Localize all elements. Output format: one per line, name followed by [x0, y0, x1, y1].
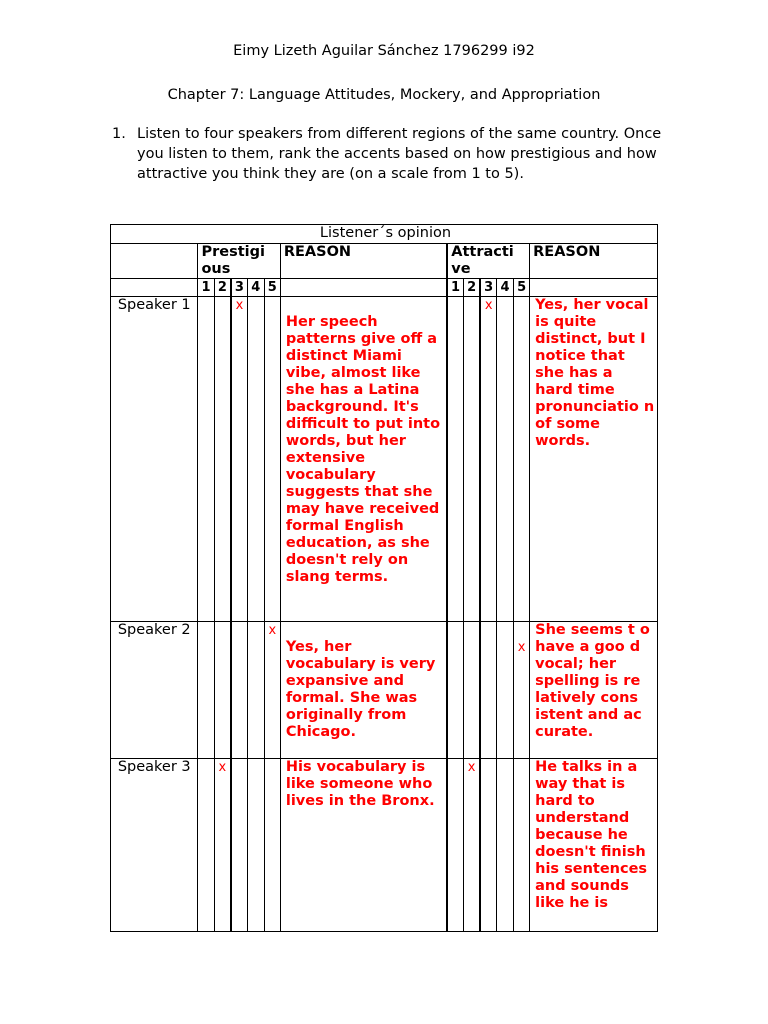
attractive-reason: She seems t o have a goo d vocal; her spelling is re latively cons istent and ac curate. — [530, 622, 658, 759]
prestige-cell-3 — [231, 759, 247, 932]
scale-reason-blank — [280, 279, 447, 297]
prestige-cell-2 — [214, 297, 231, 622]
prestige-cell-3 — [231, 622, 247, 759]
table-row-speaker-3 — [111, 759, 658, 932]
prestige-mark: x — [214, 759, 231, 932]
speaker-label: Speaker 3 — [111, 759, 198, 932]
scale-number: 1 — [447, 279, 463, 297]
attractive-mark: x — [480, 297, 496, 622]
author-line: Eimy Lizeth Aguilar Sánchez 1796299 i92 — [233, 43, 535, 59]
attractive-cell-5 — [514, 297, 530, 622]
scale-number: 3 — [480, 279, 496, 297]
attractive-cell-1 — [447, 297, 463, 622]
attractive-mark: x — [463, 759, 480, 932]
attractive-cell-3 — [480, 622, 496, 759]
scale-number: 3 — [231, 279, 247, 297]
question-1 — [112, 124, 672, 184]
scale-number: 4 — [247, 279, 264, 297]
attractive-cell-3 — [480, 759, 496, 932]
table-row-speaker-1 — [111, 297, 658, 622]
prestige-cell-2 — [214, 622, 231, 759]
table-row-speaker-2 — [111, 622, 658, 759]
chapter-title: Chapter 7: Language Attitudes, Mockery, and Appropriation — [167, 87, 601, 103]
attractive-reason: Yes, her vocal is quite distinct, but I notice that she has a hard time pronunciatio n of some words. — [530, 297, 658, 622]
attractive-cell-1 — [447, 759, 463, 932]
prestige-reason: Her speech patterns give off a distinct Miami vibe, almost like she has a Latina background. It's difficult to put into words, but her extensive vocabulary suggests that she may have received formal English education, as she doesn't rely on slang terms. — [280, 297, 447, 622]
prestige-cell-1 — [198, 297, 214, 622]
prestige-cell-1 — [198, 622, 214, 759]
header-attractive: Attracti ve — [447, 244, 529, 279]
attractive-mark: x — [514, 622, 530, 759]
prestige-reason: His vocabulary is like someone who lives in the Bronx. — [280, 759, 447, 932]
attractive-cell-4 — [496, 297, 513, 622]
attractive-cell-4 — [496, 759, 513, 932]
table-title: Listener´s opinion — [111, 225, 658, 244]
attractive-cell-4 — [496, 622, 513, 759]
scale-number: 2 — [214, 279, 231, 297]
question-number: 1. — [112, 126, 126, 142]
header-prestigious: Prestigi ous — [198, 244, 280, 279]
speaker-label: Speaker 1 — [111, 297, 198, 622]
scale-number: 1 — [198, 279, 214, 297]
attractive-reason: He talks in a way that is hard to understand because he doesn't finish his sentences and sounds like he is — [530, 759, 658, 932]
prestige-mark: x — [231, 297, 247, 622]
prestige-mark: x — [264, 622, 280, 759]
scale-number: 4 — [496, 279, 513, 297]
prestige-reason: Yes, her vocabulary is very expansive and formal. She was originally from Chicago. — [280, 622, 447, 759]
prestige-cell-5 — [264, 759, 280, 932]
prestige-cell-1 — [198, 759, 214, 932]
attractive-cell-1 — [447, 622, 463, 759]
speaker-label: Speaker 2 — [111, 622, 198, 759]
attractive-cell-5 — [514, 759, 530, 932]
listener-opinion-table — [110, 224, 658, 932]
scale-reason-blank — [530, 279, 658, 297]
attractive-cell-2 — [463, 297, 480, 622]
prestige-cell-5 — [264, 297, 280, 622]
scale-number: 5 — [514, 279, 530, 297]
prestige-cell-4 — [247, 297, 264, 622]
header-reason-attractive: REASON — [530, 244, 658, 279]
scale-number: 5 — [264, 279, 280, 297]
prestige-cell-4 — [247, 622, 264, 759]
header-reason-prestige: REASON — [280, 244, 447, 279]
prestige-cell-4 — [247, 759, 264, 932]
scale-number: 2 — [463, 279, 480, 297]
attractive-cell-2 — [463, 622, 480, 759]
question-text: Listen to four speakers from different regions of the same country. Once you listen to them, rank the accents based on how prestigious and how attractive you think they are (on a scale from 1 to 5). — [137, 126, 662, 182]
scale-blank-cell — [111, 279, 198, 297]
header-blank-cell — [111, 244, 198, 279]
